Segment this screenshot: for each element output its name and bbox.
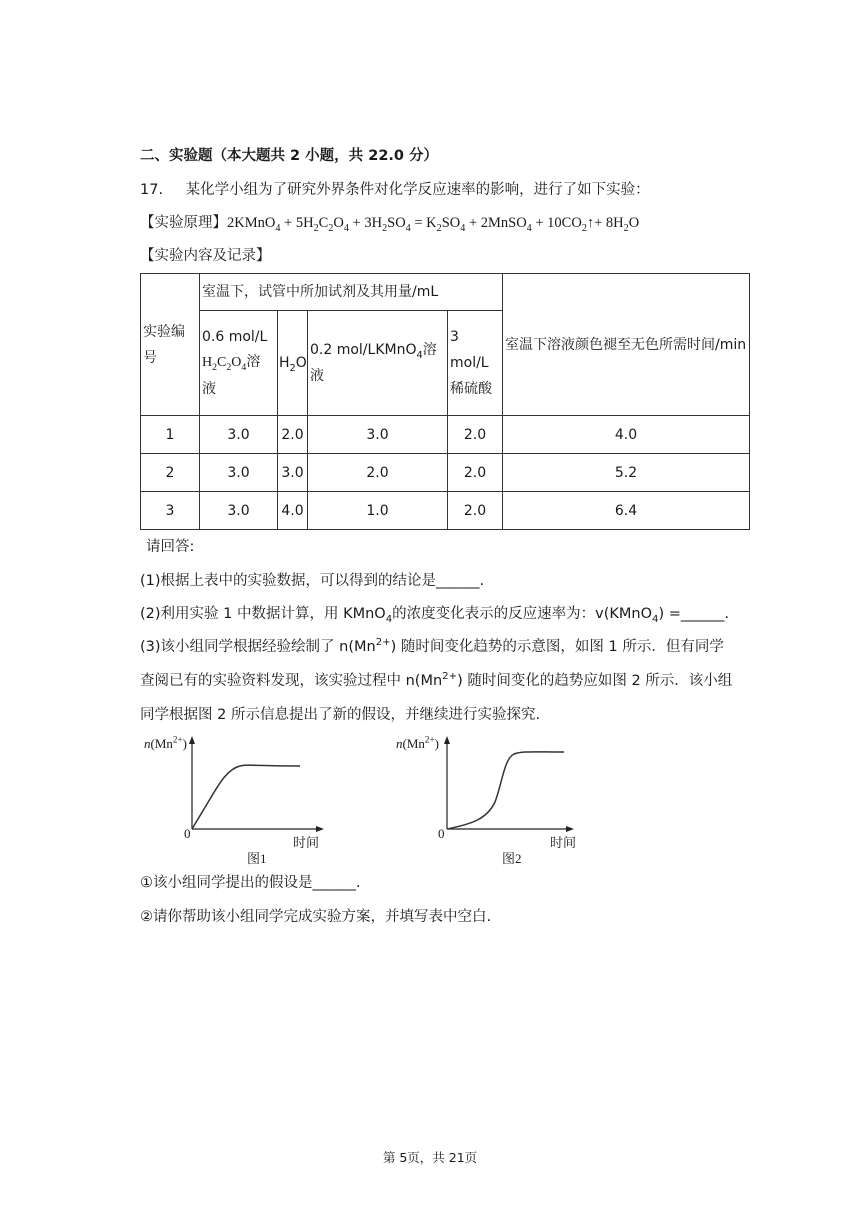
curve-fig2 — [447, 752, 564, 829]
page-footer: 第 5页，共 21页 — [382, 1150, 478, 1165]
experiment-table — [140, 273, 750, 530]
figure-2-xlabel: 时间 — [550, 835, 577, 850]
header-h2c2o4: 0.6 mol/L $H_2C_2O_4$溶 液 — [200, 311, 278, 416]
figure-2-ylabel: $n(Mn^{2+})$ — [396, 734, 439, 751]
question-1: (1)根据上表中的实验数据，可以得到的结论是______. — [140, 573, 485, 589]
sub-question-2: ②请你帮助该小组同学完成实验方案，并填写表中空白. — [140, 909, 492, 925]
figure-2-origin: 0 — [438, 826, 445, 841]
sub-question-1: ①该小组同学提出的假设是______. — [140, 875, 361, 891]
figure-2 — [392, 734, 592, 864]
figure-2-caption: 图2 — [502, 851, 522, 866]
principle-line — [140, 213, 639, 233]
table-row: 3 3.0 4.0 1.0 2.0 6.4 — [141, 492, 750, 530]
header-acid: 3 mol/L 稀硫酸 — [448, 311, 503, 416]
question-intro-text: 某化学小组为了研究外界条件对化学反应速率的影响，进行了如下实验： — [185, 182, 650, 198]
figure-1-xlabel: 时间 — [293, 835, 320, 850]
question-3-line-1: (3)该小组同学根据经验绘制了 $n(Mn^{2+})$ 随时间变化趋势的示意图，如图 1 所示．但有同学 — [140, 637, 724, 655]
principle-label: 【实验原理】 — [140, 215, 227, 231]
figure-1-ylabel: $n(Mn^{2+})$ — [144, 734, 187, 751]
table-row: 1 3.0 2.0 3.0 2.0 4.0 — [141, 416, 750, 454]
header-kmno4: 0.2 mol/LKMnO$_4$溶 液 — [308, 311, 448, 416]
reaction-equation: 2KMnO$_4$ + $5H_2C_2O_4 + 3H_2SO_4 = K_2SO_4$ + 2MnSO$_4$ + $10CO_2↑+ 8H_2O$ — [227, 215, 640, 234]
curve-fig1 — [192, 765, 300, 829]
question-3-line-3: 同学根据图 2 所示信息提出了新的假设，并继续进行实验探究. — [140, 707, 541, 723]
question-intro — [140, 180, 650, 200]
header-exp-no: 实验编号 — [141, 274, 200, 416]
figure-1 — [140, 734, 340, 864]
answer-prompt: 请回答: — [146, 539, 195, 555]
y-axis-arrow — [444, 736, 450, 744]
y-axis-arrow — [189, 736, 195, 744]
content-label: 【实验内容及记录】 — [140, 248, 271, 264]
figure-1-caption: 图1 — [247, 851, 267, 866]
header-reagents-group: 室温下，试管中所加试剂及其用量/mL — [200, 274, 503, 311]
figure-1-origin: 0 — [184, 826, 191, 841]
header-time: 室温下溶液颜色褪至无色所需时间/min — [503, 274, 750, 416]
question-number: 17. — [140, 182, 164, 198]
table-row: 2 3.0 3.0 2.0 2.0 5.2 — [141, 454, 750, 492]
question-3-line-2: 查阅已有的实验资料发现，该实验过程中 $n(Mn^{2+})$ 随时间变化的趋势应如图 2 所示．该小组 — [140, 671, 733, 689]
section-title: 二、实验题（本大题共 2 小题，共 22.0 分） — [140, 148, 439, 164]
header-water: $H_2O$ — [278, 311, 308, 416]
question-2: (2)利用实验 1 中数据计算，用 KMnO$_4$的浓度变化表示的反应速率为：v(KMnO$_4$) =______. — [140, 606, 730, 625]
